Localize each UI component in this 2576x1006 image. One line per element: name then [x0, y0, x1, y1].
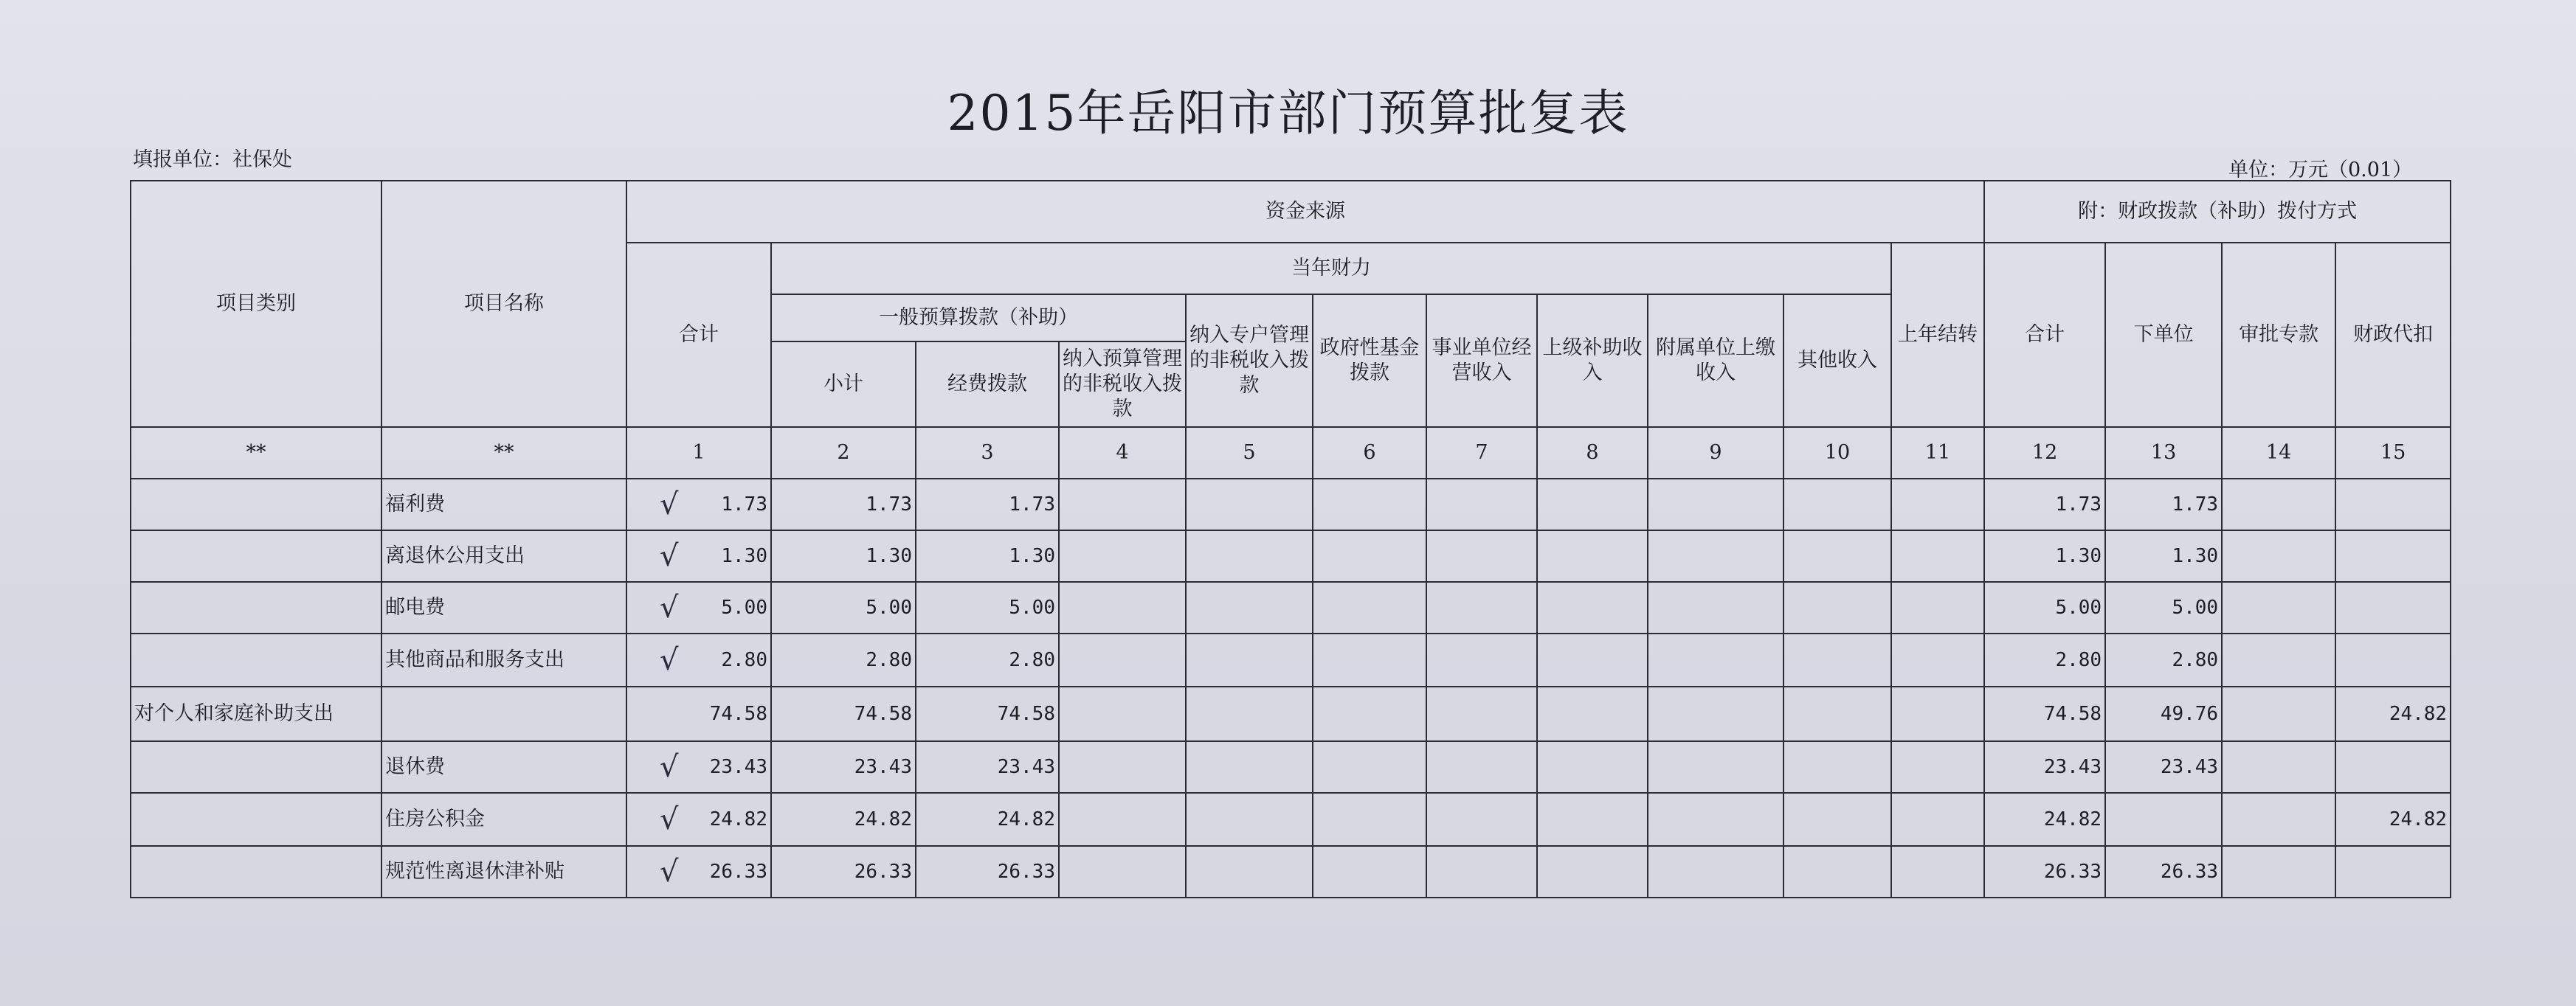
row-approval	[2222, 530, 2335, 582]
row-fiscal-agency	[2335, 479, 2451, 530]
row-empty-cell	[1537, 793, 1648, 846]
row-empty-cell	[1783, 582, 1891, 634]
row-operating: 1.73	[916, 479, 1059, 530]
row-name: 规范性离退休津补贴	[381, 846, 626, 898]
header-other-income: 其他收入	[1783, 294, 1891, 427]
row-pay-total: 26.33	[1984, 846, 2105, 898]
row-fiscal-agency: 24.82	[2335, 793, 2451, 846]
row-category	[131, 530, 381, 582]
header-lower-unit: 下单位	[2105, 243, 2222, 427]
filler-unit-label: 填报单位：社保处	[133, 148, 292, 171]
header-fiscal-agency: 财政代扣	[2335, 243, 2451, 427]
row-operating: 2.80	[916, 634, 1059, 687]
row-category: 对个人和家庭补助支出	[131, 687, 381, 741]
check-mark-icon: √	[660, 539, 679, 573]
row-empty-cell	[1313, 846, 1426, 898]
row-empty-cell	[1537, 530, 1648, 582]
row-name: 邮电费	[381, 582, 626, 634]
row-empty-cell	[1783, 530, 1891, 582]
table-row	[131, 582, 2451, 634]
row-empty-cell	[1648, 479, 1783, 530]
row-empty-cell	[1426, 741, 1537, 793]
row-empty-cell	[1059, 582, 1186, 634]
row-empty-cell	[1783, 634, 1891, 687]
row-empty-cell	[1059, 846, 1186, 898]
row-empty-cell	[1648, 846, 1783, 898]
table-row	[131, 846, 2451, 898]
header-approval: 审批专款	[2222, 243, 2335, 427]
row-pay-total: 1.30	[1984, 530, 2105, 582]
check-mark-icon: √	[660, 802, 679, 836]
row-empty-cell	[1891, 846, 1984, 898]
index-cell: 3	[916, 427, 1059, 479]
header-total: 合计	[626, 243, 771, 427]
row-total	[626, 687, 771, 741]
index-cell: 2	[771, 427, 916, 479]
row-empty-cell	[1891, 582, 1984, 634]
row-empty-cell	[1186, 479, 1313, 530]
row-total	[626, 530, 771, 582]
row-subtotal: 2.80	[771, 634, 916, 687]
row-empty-cell	[1059, 634, 1186, 687]
row-subtotal: 24.82	[771, 793, 916, 846]
row-empty-cell	[1648, 793, 1783, 846]
row-empty-cell	[1783, 741, 1891, 793]
index-cell: 14	[2222, 427, 2335, 479]
row-operating: 74.58	[916, 687, 1059, 741]
index-cell: **	[381, 427, 626, 479]
row-empty-cell	[1783, 479, 1891, 530]
row-lower-unit: 26.33	[2105, 846, 2222, 898]
row-empty-cell	[1186, 634, 1313, 687]
row-fiscal-agency	[2335, 530, 2451, 582]
row-name: 福利费	[381, 479, 626, 530]
check-mark-icon: √	[660, 591, 679, 625]
check-mark-icon: √	[660, 855, 679, 889]
row-empty-cell	[1313, 530, 1426, 582]
row-subtotal: 74.58	[771, 687, 916, 741]
row-empty-cell	[1537, 479, 1648, 530]
row-approval	[2222, 634, 2335, 687]
row-empty-cell	[1426, 793, 1537, 846]
row-total-value: 24.82	[709, 808, 767, 830]
index-cell: 4	[1059, 427, 1186, 479]
row-operating: 24.82	[916, 793, 1059, 846]
index-row	[131, 427, 2451, 479]
table-row	[131, 530, 2451, 582]
row-total	[626, 846, 771, 898]
row-empty-cell	[1648, 582, 1783, 634]
budget-table	[130, 180, 2451, 898]
row-empty-cell	[1783, 687, 1891, 741]
row-approval	[2222, 846, 2335, 898]
row-empty-cell	[1648, 634, 1783, 687]
row-empty-cell	[1648, 741, 1783, 793]
row-subtotal: 1.30	[771, 530, 916, 582]
row-empty-cell	[1313, 793, 1426, 846]
row-subtotal: 26.33	[771, 846, 916, 898]
row-fiscal-agency	[2335, 741, 2451, 793]
row-fiscal-agency: 24.82	[2335, 687, 2451, 741]
row-fiscal-agency	[2335, 846, 2451, 898]
row-subtotal: 5.00	[771, 582, 916, 634]
row-empty-cell	[1783, 846, 1891, 898]
row-pay-total: 23.43	[1984, 741, 2105, 793]
index-cell: 12	[1984, 427, 2105, 479]
row-category	[131, 582, 381, 634]
row-total	[626, 793, 771, 846]
row-empty-cell	[1059, 741, 1186, 793]
header-attached: 附：财政拨款（补助）拨付方式	[1984, 181, 2451, 243]
row-approval	[2222, 582, 2335, 634]
row-approval	[2222, 741, 2335, 793]
index-cell: **	[131, 427, 381, 479]
row-empty-cell	[1537, 634, 1648, 687]
row-total	[626, 479, 771, 530]
header-business-income: 事业单位经营收入	[1426, 294, 1537, 427]
header-nontax-special: 纳入专户管理的非税收入拨款	[1186, 294, 1313, 427]
index-cell: 5	[1186, 427, 1313, 479]
row-name: 住房公积金	[381, 793, 626, 846]
row-empty-cell	[1426, 582, 1537, 634]
row-empty-cell	[1891, 687, 1984, 741]
table-row	[131, 687, 2451, 741]
table-row	[131, 479, 2451, 530]
row-empty-cell	[1059, 793, 1186, 846]
check-mark-icon: √	[660, 750, 679, 784]
row-empty-cell	[1426, 846, 1537, 898]
header-current-year: 当年财力	[771, 243, 1891, 294]
row-empty-cell	[1891, 793, 1984, 846]
row-fiscal-agency	[2335, 582, 2451, 634]
document-title: 2015年岳阳市部门预算批复表	[947, 85, 1629, 142]
row-empty-cell	[1186, 530, 1313, 582]
row-empty-cell	[1059, 479, 1186, 530]
row-empty-cell	[1537, 741, 1648, 793]
header-category: 项目类别	[131, 181, 381, 427]
row-empty-cell	[1537, 582, 1648, 634]
row-empty-cell	[1891, 530, 1984, 582]
row-total-value: 23.43	[709, 756, 767, 778]
header-nontax-budget: 纳入预算管理的非税收入拨款	[1059, 341, 1186, 427]
row-total-value: 74.58	[709, 703, 767, 725]
row-total-value: 1.73	[721, 493, 767, 516]
header-carryover: 上年结转	[1891, 243, 1984, 427]
row-subtotal: 1.73	[771, 479, 916, 530]
row-total-value: 2.80	[721, 649, 767, 671]
row-empty-cell	[1313, 634, 1426, 687]
row-empty-cell	[1426, 687, 1537, 741]
row-operating: 1.30	[916, 530, 1059, 582]
row-name: 其他商品和服务支出	[381, 634, 626, 687]
index-cell: 1	[626, 427, 771, 479]
table-row	[131, 741, 2451, 793]
row-empty-cell	[1313, 479, 1426, 530]
row-empty-cell	[1891, 479, 1984, 530]
row-approval	[2222, 793, 2335, 846]
row-lower-unit: 23.43	[2105, 741, 2222, 793]
table-row	[131, 634, 2451, 687]
row-empty-cell	[1186, 793, 1313, 846]
header-name: 项目名称	[381, 181, 626, 427]
row-empty-cell	[1648, 530, 1783, 582]
index-cell: 15	[2335, 427, 2451, 479]
row-empty-cell	[1426, 634, 1537, 687]
unit-label: 单位：万元（0.01）	[2228, 159, 2413, 181]
index-cell: 8	[1537, 427, 1648, 479]
check-mark-icon: √	[660, 643, 679, 677]
row-category	[131, 479, 381, 530]
row-total-value: 5.00	[721, 597, 767, 619]
row-name	[381, 687, 626, 741]
row-empty-cell	[1537, 846, 1648, 898]
check-mark-icon: √	[660, 488, 679, 521]
row-operating: 26.33	[916, 846, 1059, 898]
row-pay-total: 2.80	[1984, 634, 2105, 687]
index-cell: 6	[1313, 427, 1426, 479]
row-name: 退休费	[381, 741, 626, 793]
row-lower-unit: 2.80	[2105, 634, 2222, 687]
row-category	[131, 634, 381, 687]
row-empty-cell	[1059, 687, 1186, 741]
row-empty-cell	[1426, 479, 1537, 530]
header-subtotal: 小计	[771, 341, 916, 427]
table-row	[131, 793, 2451, 846]
row-empty-cell	[1313, 687, 1426, 741]
header-operating: 经费拨款	[916, 341, 1059, 427]
row-lower-unit	[2105, 793, 2222, 846]
row-operating: 5.00	[916, 582, 1059, 634]
row-empty-cell	[1426, 530, 1537, 582]
row-empty-cell	[1537, 687, 1648, 741]
row-empty-cell	[1186, 687, 1313, 741]
index-cell: 13	[2105, 427, 2222, 479]
row-empty-cell	[1891, 741, 1984, 793]
row-lower-unit: 1.73	[2105, 479, 2222, 530]
row-empty-cell	[1186, 741, 1313, 793]
row-lower-unit: 1.30	[2105, 530, 2222, 582]
row-total	[626, 634, 771, 687]
row-category	[131, 846, 381, 898]
row-empty-cell	[1648, 687, 1783, 741]
row-subtotal: 23.43	[771, 741, 916, 793]
row-category	[131, 741, 381, 793]
header-funding-source: 资金来源	[626, 181, 1984, 243]
row-empty-cell	[1313, 582, 1426, 634]
index-cell: 10	[1783, 427, 1891, 479]
row-empty-cell	[1313, 741, 1426, 793]
header-affiliated-income: 附属单位上缴收入	[1648, 294, 1783, 427]
row-empty-cell	[1891, 634, 1984, 687]
header-superior-subsidy: 上级补助收入	[1537, 294, 1648, 427]
header-gov-fund: 政府性基金拨款	[1313, 294, 1426, 427]
index-cell: 9	[1648, 427, 1783, 479]
row-empty-cell	[1186, 582, 1313, 634]
row-approval	[2222, 687, 2335, 741]
row-lower-unit: 5.00	[2105, 582, 2222, 634]
row-total-value: 26.33	[709, 861, 767, 883]
index-cell: 7	[1426, 427, 1537, 479]
row-empty-cell	[1783, 793, 1891, 846]
row-pay-total: 24.82	[1984, 793, 2105, 846]
row-approval	[2222, 479, 2335, 530]
index-cell: 11	[1891, 427, 1984, 479]
row-total-value: 1.30	[721, 545, 767, 567]
row-fiscal-agency	[2335, 634, 2451, 687]
row-operating: 23.43	[916, 741, 1059, 793]
header-pay-total: 合计	[1984, 243, 2105, 427]
row-pay-total: 74.58	[1984, 687, 2105, 741]
row-pay-total: 5.00	[1984, 582, 2105, 634]
row-name: 离退休公用支出	[381, 530, 626, 582]
row-lower-unit: 49.76	[2105, 687, 2222, 741]
row-total	[626, 741, 771, 793]
row-empty-cell	[1186, 846, 1313, 898]
row-category	[131, 793, 381, 846]
row-pay-total: 1.73	[1984, 479, 2105, 530]
row-total	[626, 582, 771, 634]
header-general-budget: 一般预算拨款（补助）	[771, 294, 1186, 341]
row-empty-cell	[1059, 530, 1186, 582]
